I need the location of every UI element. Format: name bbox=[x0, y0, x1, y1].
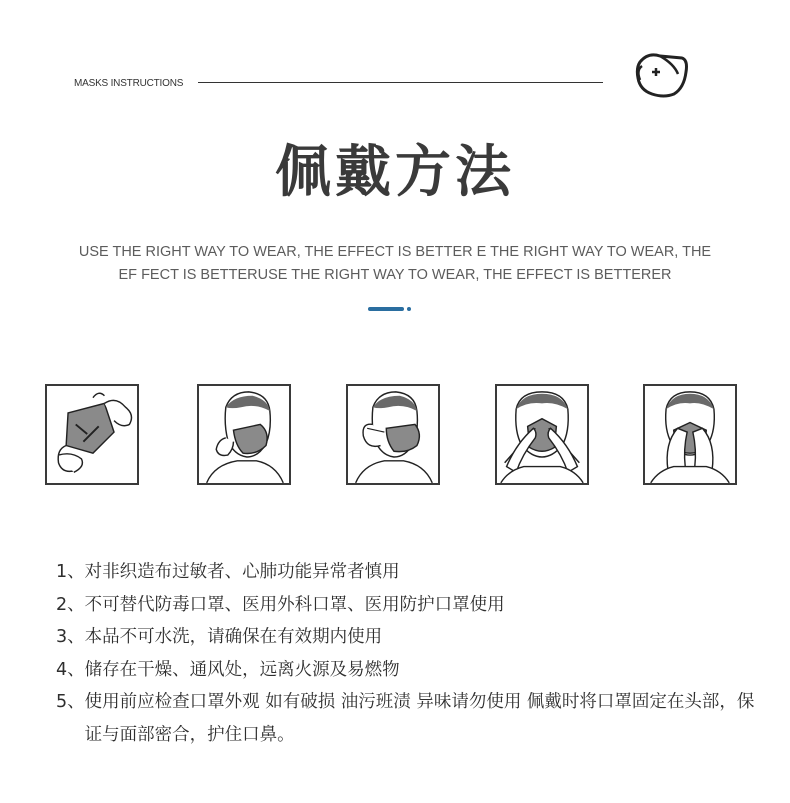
check-seal-illustration bbox=[645, 386, 735, 483]
instruction-text: 储存在干燥、通风处，远离火源及易燃物 bbox=[84, 659, 400, 680]
instruction-number: 2、 bbox=[56, 594, 85, 615]
accent-dot bbox=[407, 307, 411, 311]
instruction-item-4 bbox=[56, 654, 756, 687]
instructions-list bbox=[56, 556, 756, 752]
instruction-text: 本品不可水洗，请确保在有效期内使用 bbox=[84, 627, 383, 648]
header-divider bbox=[198, 82, 603, 83]
step-4-panel bbox=[495, 384, 589, 485]
instruction-item-5 bbox=[56, 686, 756, 751]
accent-dash bbox=[368, 307, 404, 311]
instruction-item-1 bbox=[56, 556, 756, 589]
page-title: 佩戴方法 bbox=[275, 140, 515, 205]
header-label: MASKS INSTRUCTIONS bbox=[74, 78, 184, 89]
step-2-panel bbox=[197, 384, 291, 485]
subtitle: USE THE RIGHT WAY TO WEAR, THE EFFECT IS BETTER E THE RIGHT WAY TO WEAR, THE EF FECT IS BETTERUSE THE RIGHT WAY TO WEAR, THE EFFECT IS BETTERER bbox=[78, 244, 712, 283]
instruction-text: 不可替代防毒口罩、医用外科口罩、医用防护口罩使用 bbox=[84, 594, 505, 615]
press-nose-clip-illustration bbox=[497, 386, 587, 483]
instruction-number: 3、 bbox=[56, 627, 85, 648]
instruction-number: 1、 bbox=[56, 562, 85, 582]
instruction-item-3 bbox=[56, 621, 756, 654]
hold-mask-straps-illustration bbox=[47, 386, 137, 483]
instruction-number: 5、 bbox=[56, 692, 85, 713]
instruction-item-2 bbox=[56, 589, 756, 622]
place-mask-on-face-illustration bbox=[199, 386, 289, 483]
step-3-panel bbox=[346, 384, 440, 485]
step-5-panel bbox=[643, 384, 737, 485]
instruction-text: 对非织造布过敏者、心肺功能异常者慎用 bbox=[84, 562, 400, 582]
mask-icon bbox=[634, 50, 688, 100]
instruction-text: 使用前应检查口罩外观 如有破损 油污班渍 异味请勿使用 佩戴时将口罩固定在头部，保证与面部密合，护住口鼻。 bbox=[84, 692, 755, 745]
instruction-number: 4、 bbox=[56, 659, 85, 680]
step-1-panel bbox=[45, 384, 139, 485]
pull-straps-behind-ears-illustration bbox=[348, 386, 438, 483]
